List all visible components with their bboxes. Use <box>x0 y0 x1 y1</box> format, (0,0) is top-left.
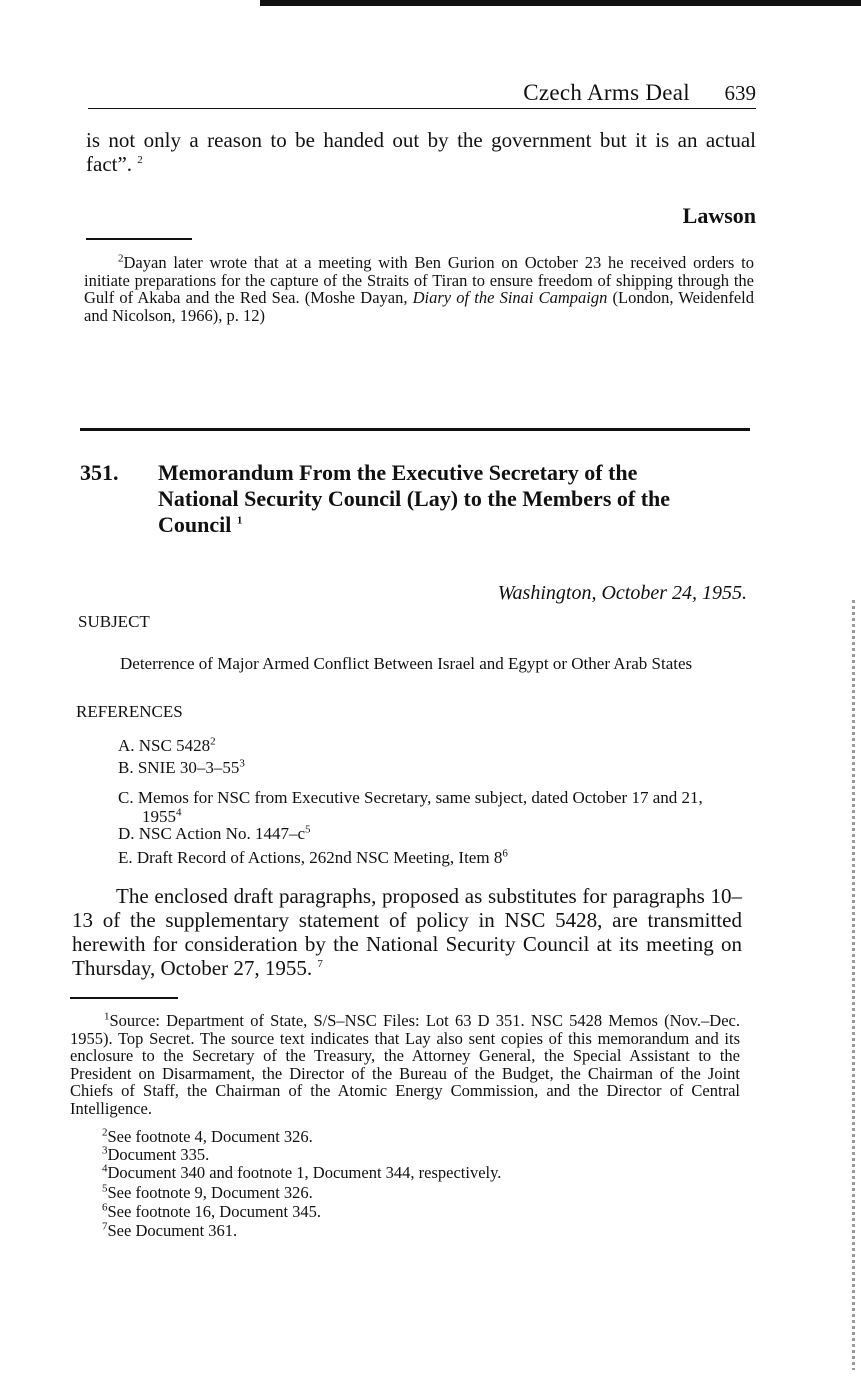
footnote-ref: 1 <box>236 514 243 527</box>
dateline: Washington, October 24, 1955. <box>497 582 747 604</box>
document-number: 351. <box>80 460 119 485</box>
document-separator <box>80 428 750 431</box>
document-title: Memorandum From the Executive Secretary of the National Security Council (Lay) to the Members of the Council $^1$ <box>158 460 671 537</box>
body-paragraph: The enclosed draft paragraphs, proposed as substitutes for paragraphs 10–13 of the supplementary statement of policy in NSC 5428, are transmitted herewith for consideration by the National Security Council at its meeting on Thursday, October 27, 1955. $^7$ <box>72 884 742 980</box>
references-label: REFERENCES <box>76 702 183 721</box>
page-number: 639 <box>724 81 756 105</box>
footnote-4: $^4$Document 340 and footnote 1, Document 344, respectively. <box>102 1162 502 1182</box>
prev-footnote: $^2$Dayan later wrote that at a meeting with Ben Gurion on October 23 he received orders to initiate preparations for the capture of the Straits of Tiran to ensure freedom of shipping through the Gulf of Akaba and the Red Sea. (Moshe Dayan, Diary of the Sinai Campaign (London, Weidenfeld and Nicolson, 1966), p. 12) <box>84 252 754 325</box>
running-head <box>88 80 756 109</box>
reference-item: A. NSC 5428$^2$ <box>118 735 216 755</box>
signature: Lawson <box>682 203 756 228</box>
footnote-6: $^6$See footnote 16, Document 345. <box>102 1201 322 1221</box>
continuation-paragraph <box>86 128 756 176</box>
footnote-ref: 2 <box>137 154 143 166</box>
reference-item: C. Memos for NSC from Executive Secretary, same subject, dated October 17 and 21, 1955$^4$ <box>118 788 703 826</box>
continuation-text: is not only a reason to be handed out by the government but it is an actual fact”. <box>86 128 756 176</box>
scan-top-border <box>260 0 861 6</box>
footnote-rule <box>86 238 192 240</box>
footnote-3: $^3$Document 335. <box>102 1144 210 1164</box>
footnote-1: $^1$Source: Department of State, S/S–NSC Files: Lot 63 D 351. NSC 5428 Memos (Nov.–Dec. 1955). Top Secret. The source text indicates that Lay also sent copies of this memorandum and its enclosure to the Secretary of the Treasury, the Attorney General, the Special Assistant to the President on Disarmament, the Director of the Bureau of the Budget, the Chairman of the Joint Chiefs of Staff, the Chairman of the Atomic Energy Commission, and the Director of Central Intelligence. <box>70 1010 740 1118</box>
footnote-7: $^7$See Document 361. <box>102 1220 238 1240</box>
running-head-title: Czech Arms Deal <box>523 80 690 105</box>
subject-text: Deterrence of Major Armed Conflict Between Israel and Egypt or Other Arab States <box>120 654 693 673</box>
cited-book-title: Diary of the Sinai Campaign <box>412 288 608 307</box>
reference-item: D. NSC Action No. $1447-c^5$ <box>118 823 311 843</box>
footnote-ref: 7 <box>317 958 323 970</box>
footnote-number: 2 <box>118 252 124 265</box>
scan-right-edge <box>852 600 855 1370</box>
footnote-2: $^2$See footnote 4, Document 326. <box>102 1126 313 1146</box>
reference-item: B. SNIE $30-3-55^3$ <box>118 757 245 777</box>
subject-label: SUBJECT <box>78 612 150 631</box>
footnote-5: $^5$See footnote 9, Document 326. <box>102 1182 313 1202</box>
footnote-rule <box>70 997 178 999</box>
reference-item: E. Draft Record of Actions, 262nd NSC Meeting, Item $8^6$ <box>118 847 508 867</box>
